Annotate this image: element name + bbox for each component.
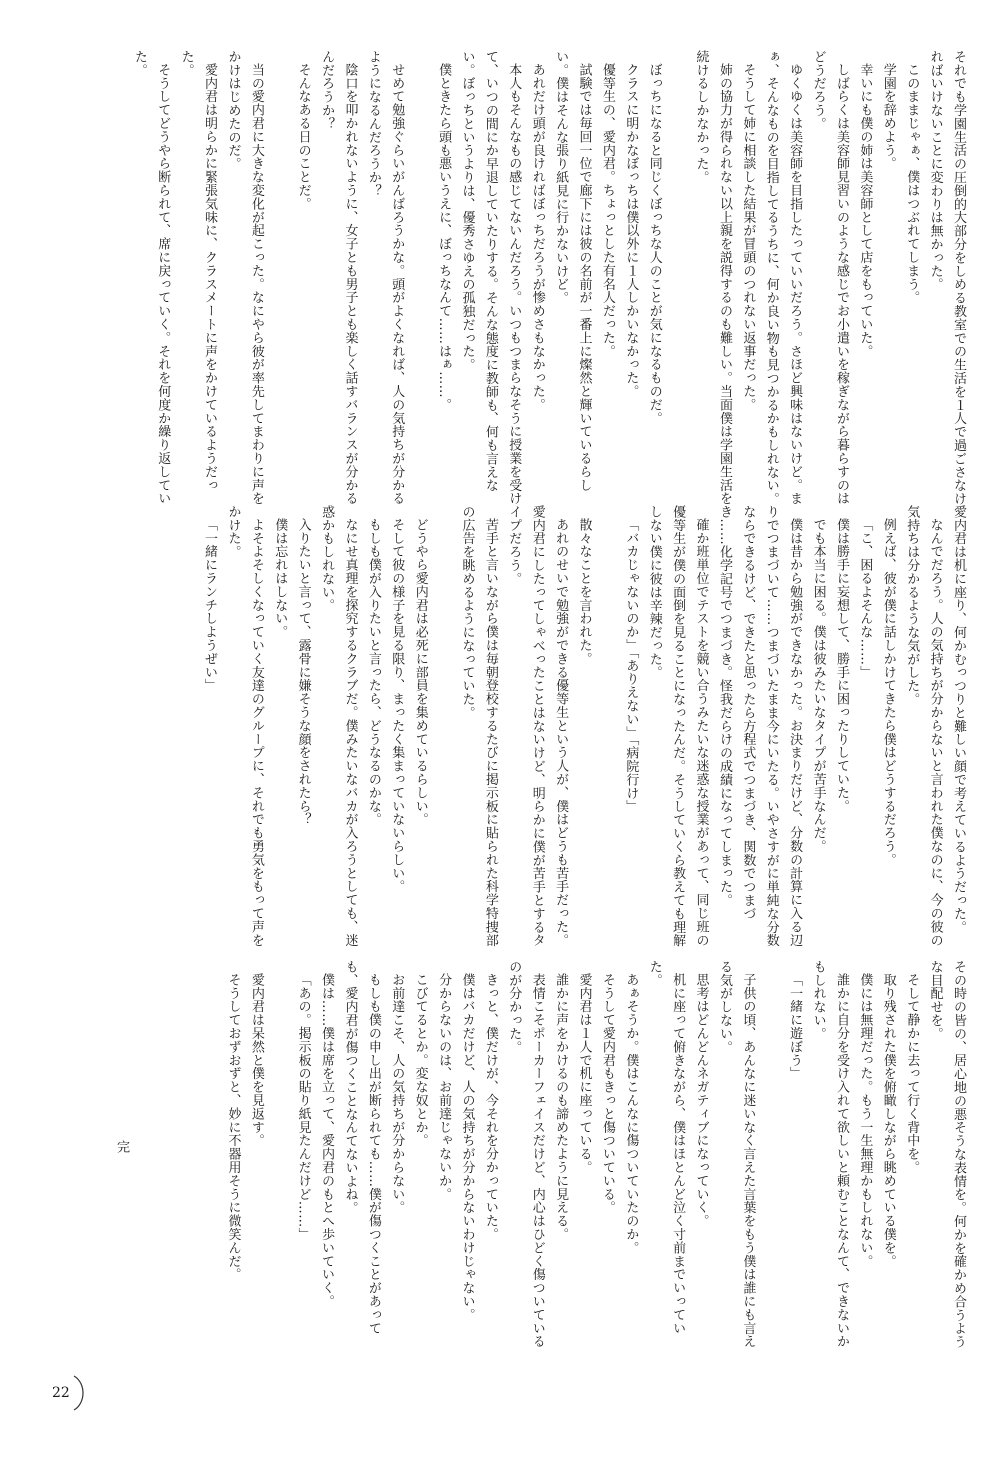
paragraph: なにせ真理を探究するクラブだ。僕みたいなバカが入ろうとしても、迷惑かもしれない。 <box>319 505 358 947</box>
paragraph: 試験では毎回一位で廊下には彼の名前が一番上に燦然と輝いているらしい。僕はそんな張り紙見に行かないけど。 <box>553 50 592 492</box>
paragraph: そうしてどうやら断られて、席に戻っていく。それを何度か繰り返していた。 <box>131 50 171 506</box>
end-mark: 完 <box>114 1140 129 1153</box>
paragraph: 本人もそんなもの感じてないんだろう。いつもつまらなそうに授業を受けて、いつの間にか早退していたりする。そんな態度に教師も、何も言えない。ぼっちというよりは、優秀さゆえの孤独だった。 <box>459 50 522 506</box>
paragraph: 陰口を叩かれないように、女子とも男子とも楽しく話すバランスが分かるんだろうか？ <box>319 50 358 506</box>
paragraph: 愛内君は１人で机に座っている。 <box>576 973 592 1174</box>
paragraph: 僕は勝手に妄想して、勝手に困ったりしていた。 <box>833 518 849 813</box>
paragraph: そして彼の様子を見る限り、まったく集まっていないらしい。 <box>389 518 405 894</box>
paragraph: そうしておずおずと、妙に不器用そうに微笑んだ。 <box>225 973 241 1282</box>
paragraph: こびてるとか。変な奴とか。 <box>412 973 428 1148</box>
paragraph: 誰かに声をかけるのも諦めたように見える。 <box>553 973 569 1241</box>
paragraph: 「一緒に遊ぼう」 <box>787 973 803 1081</box>
paragraph: 分からないのは、お前達じゃないか。 <box>436 973 452 1201</box>
text-tier-upper <box>62 50 970 510</box>
paragraph: 誰かに自分を受け入れて欲しいと頼むことなんて、できないかもしれない。 <box>810 960 849 1349</box>
text-tier-lower <box>62 960 970 1360</box>
paragraph: 姉の協力が得られない以上親を説得するのも難しい。当面僕は学園生活を続けるしかなかった。 <box>693 50 732 506</box>
paragraph: そうして姉に相談した結果が冒頭のつれない返事だった。 <box>740 63 756 412</box>
vertical-text-block-middle <box>62 505 970 950</box>
paragraph: 僕は忘れはしない。 <box>272 518 288 639</box>
paragraph: せめて勉強ぐらいがんばろうかな。頭がよくなれば、人の気持ちが分かるようになるんだろうか？ <box>365 50 405 506</box>
paragraph: しばらくは美容師見習いのような感じでお小遣いを稼ぎながら暮らすのはどうだろう。 <box>810 50 849 506</box>
paragraph: なんでだろう。人の気持ちが分からないと言われた僕なのに、今の彼の気持ちは分かるような気がした。 <box>904 505 943 947</box>
paragraph: 「こ、困るよそんな……」 <box>857 518 873 679</box>
paragraph: 幸いにも僕の姉は美容師として店をもっていた。 <box>857 63 873 358</box>
paragraph: あれだけ頭が良ければぼっちだろうが惨めさもなかった。 <box>529 63 545 412</box>
paragraph: ゆくゆくは美容師を目指したっていいだろう。さほど興味はないけど。まぁ、そんなものを目指してるうちに、何か良い物も見つかるかもしれない。 <box>763 50 803 506</box>
paragraph: 「一緒にランチしようぜい」 <box>202 518 218 693</box>
paragraph: 僕は昔から勉強ができなかった。お決まりだけど、分数の計算に入る辺りでつまづいて……つまづいたまま今にいたる。いやさすがに単純な分数ならできるけど、できたと思ったら方程式でつまづき、関数でつまづき……化学記号でつまづき。怪我だらけの成績になってしまった。 <box>716 505 803 948</box>
paragraph: 確か班単位でテストを競い合うみたいな迷惑な授業があって、同じ班の優等生が僕の面倒を見ることになったんだ。そうしていくら教えても理解しない僕に彼は辛辣だった。 <box>646 505 709 948</box>
paragraph: よそよそしくなっていく友達のグループに、それでも勇気をもって声をかけた。 <box>225 505 264 947</box>
paragraph: 「あの。掲示板の貼り紙見たんだけど……」 <box>295 973 311 1241</box>
paragraph: 思考はどんどんネガティブになっていく。 <box>693 973 709 1228</box>
paragraph: 優等生の、愛内君。ちょっとした有名人だった。 <box>599 63 615 358</box>
paragraph: 散々なことを言われた。 <box>576 518 592 666</box>
paragraph: でも本当に困る。僕は彼みたいなタイプが苦手なんだ。 <box>810 518 826 853</box>
paragraph: もしも僕が入りたいと言ったら、どうなるのかな。 <box>365 518 381 827</box>
paragraph: 「バカじゃないのか」「ありえない」「病院行け」 <box>623 518 639 814</box>
paragraph: 子供の頃、あんなに迷いなく言えた言葉をもう僕は誰にも言える気がしない。 <box>716 960 756 1349</box>
paragraph: このままじゃぁ、僕はつぶれてしまう。 <box>904 63 920 305</box>
paragraph: 机に座って俯きながら、僕はほとんど泣く寸前までいっていた。 <box>646 960 686 1335</box>
paragraph: あれのせいで勉強ができる優等生という人が、僕はどうも苦手だった。愛内君にしたってしゃべったことはないけど、明らかに僕が苦手とするタイプだろう。 <box>506 505 569 948</box>
paragraph: もしも僕の申し出が断られても……僕が傷つくことがあっても、愛内君が傷つくことなんてないよね。 <box>342 960 381 1335</box>
paragraph: その時の皆の、居心地の悪そうな表情を。何かを確かめ合うような目配せを。 <box>927 960 966 1349</box>
paragraph: そんなある日のことだ。 <box>295 63 311 211</box>
paragraph: お前達こそ、人の気持ちが分からない。 <box>389 973 405 1215</box>
paragraph: 当の愛内君に大きな変化が起こった。なにやら彼が率先してまわりに声をかけはじめたのだ。 <box>225 50 264 506</box>
paragraph: 取り残された僕を俯瞰しながら眺めている僕を。 <box>880 973 896 1268</box>
paragraph: 苦手と言いながら僕は毎朝登校するたびに掲示板に貼られた科学特捜部の広告を眺めるようになっていた。 <box>459 505 498 947</box>
vertical-text-block-upper <box>62 50 970 510</box>
paragraph: 愛内君は机に座り、何かむっつりと難しい顔で考えているようだった。 <box>951 505 966 934</box>
paragraph: そして静かに去って行く背中を。 <box>904 973 920 1174</box>
page-number: 22 <box>52 1385 70 1401</box>
paragraph: 表情こそポーカーフェイスだけど、内心はひどく傷ついているのが分かった。 <box>506 960 545 1349</box>
paragraph: きっと、僕だけが、今それを分かっていた。 <box>482 973 498 1241</box>
paragraph: ぼっちになると同じくぼっちな人のことが気になるものだ。 <box>646 63 662 425</box>
text-tier-middle <box>62 505 970 950</box>
paragraph: 僕は……僕は席を立って、愛内君のもとへ歩いていく。 <box>319 973 335 1308</box>
paragraph: 僕には無理だった。もう一生無理かもしれない。 <box>857 973 873 1268</box>
paragraph: それでも学園生活の圧倒的大部分をしめる教室での生活を１人で過ごさなければいけないことに変わりは無かった。 <box>927 50 966 506</box>
paragraph: 愛内君は呆然と僕を見返す。 <box>248 973 264 1148</box>
paragraph: 入りたいと言って、露骨に嫌そうな顔をされたら？ <box>295 518 311 827</box>
paragraph: どうやら愛内君は必死に部員を集めているらしい。 <box>412 518 428 827</box>
vertical-text-block-lower <box>62 960 970 1360</box>
paragraph: あぁそうか。僕はこんなに傷ついていたのか。 <box>623 973 639 1255</box>
paragraph: クラスに明かなぼっちは僕以外に１人しかいなかった。 <box>623 63 639 398</box>
paragraph: 学園を辞めよう。 <box>880 63 896 171</box>
paragraph: 僕はバカだけど、人の気持ちが分からないわけじゃない。 <box>459 973 475 1322</box>
paragraph: そうして愛内君もきっと傷ついている。 <box>599 973 615 1215</box>
paragraph: 僕ときたら頭も悪いうえに、ぼっちなんて……はぁ……。 <box>436 63 452 412</box>
paragraph: 愛内君は明らかに緊張気味に、クラスメートに声をかけているようだった。 <box>178 50 218 492</box>
paragraph: 例えば、彼が僕に話しかけてきたら僕はどうするだろう。 <box>880 518 896 867</box>
